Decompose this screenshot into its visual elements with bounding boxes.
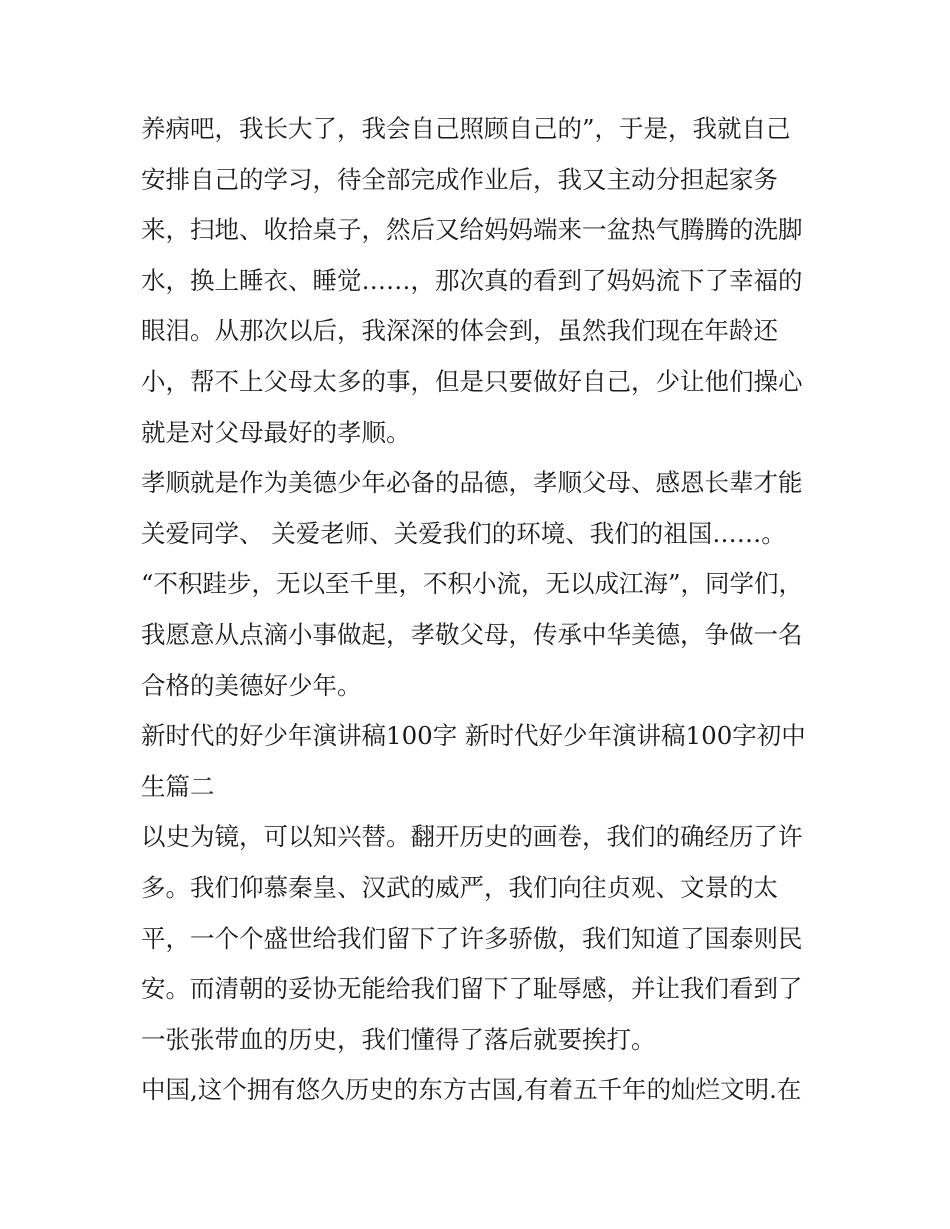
text-line: 多。我们仰慕秦皇、汉武的威严，我们向往贞观、文景的太 <box>141 872 778 902</box>
text-line: 眼泪。从那次以后，我深深的体会到，虽然我们现在年龄还 <box>141 316 778 346</box>
section-heading-line: 生篇二 <box>141 771 215 801</box>
text-line: 水，换上睡衣、睡觉……，那次真的看到了妈妈流下了幸福的 <box>141 265 803 295</box>
text-line: 以史为镜，可以知兴替。翻开历史的画卷，我们的确经历了许 <box>141 822 803 852</box>
text-line: 孝顺就是作为美德少年必备的品德，孝顺父母、感恩长辈才能 <box>141 468 803 498</box>
text-line: 我愿意从点滴小事做起，孝敬父母，传承中华美德，争做一名 <box>141 619 803 649</box>
text-line: “不积跬步，无以至千里，不积小流，无以成江海”，同学们， <box>141 569 804 599</box>
text-line: 就是对父母最好的孝顺。 <box>141 417 411 447</box>
section-heading-line: 新时代的好少年演讲稿100字 新时代好少年演讲稿100字初中 <box>141 721 806 751</box>
text-line: 安。而清朝的妥协无能给我们留下了耻辱感，并让我们看到了 <box>141 974 803 1004</box>
text-line: 关爱同学、 关爱老师、关爱我们的环境、我们的祖国……。 <box>141 518 786 548</box>
text-line: 合格的美德好少年。 <box>141 670 362 700</box>
text-line: 中国,这个拥有悠久历史的东方古国,有着五千年的灿烂文明.在 <box>141 1075 802 1105</box>
text-line: 养病吧，我长大了，我会自己照顾自己的”，于是，我就自己 <box>141 114 791 143</box>
text-line: 安排自己的学习，待全部完成作业后，我又主动分担起家务 <box>141 164 778 194</box>
text-line: 来，扫地、收拾桌子，然后又给妈妈端来一盆热气腾腾的洗脚 <box>141 215 803 245</box>
text-line: 一张张带血的历史，我们懂得了落后就要挨打。 <box>141 1024 656 1054</box>
document-body <box>141 104 815 1116</box>
text-line: 平，一个个盛世给我们留下了许多骄傲，我们知道了国泰则民 <box>141 923 803 953</box>
text-line: 小，帮不上父母太多的事，但是只要做好自己，少让他们操心 <box>141 366 803 396</box>
